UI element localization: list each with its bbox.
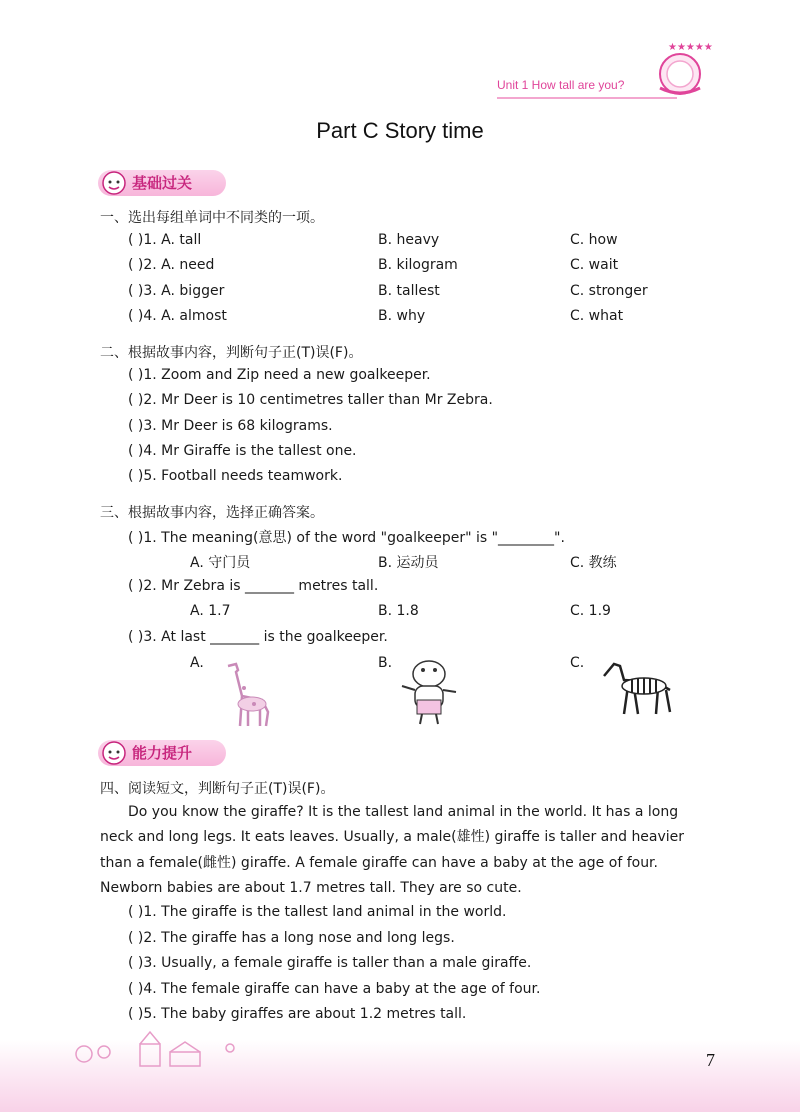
q3-item-2: ( )2. Mr Zebra is _______ metres tall.: [128, 578, 379, 594]
q1-row-2: ( )2. A. need: [128, 257, 215, 273]
q3-item-2-a: A. 1.7: [190, 603, 231, 619]
q3-item-1-c: C. 教练: [570, 555, 617, 571]
q1-row-4-c: C. what: [570, 308, 624, 324]
q2-item-4: ( )4. Mr Giraffe is the tallest one.: [128, 443, 357, 459]
q1-row-4: ( )4. A. almost: [128, 308, 227, 324]
q2-item-3: ( )3. Mr Deer is 68 kilograms.: [128, 418, 333, 434]
castle-decoration-icon: [70, 1026, 250, 1070]
q4-heading: 四、阅读短文，判断句子正(T)误(F)。: [100, 781, 335, 797]
student-icon: [100, 170, 128, 196]
q3-heading: 三、根据故事内容，选择正确答案。: [100, 505, 324, 521]
q1-heading: 一、选出每组单词中不同类的一项。: [100, 210, 324, 226]
q3-item-1-a: A. 守门员: [190, 555, 251, 571]
q4-passage-line-1: Do you know the giraffe? It is the tallest land animal in the world. It has a long: [128, 804, 679, 820]
q1-row-3: ( )3. A. bigger: [128, 283, 225, 299]
q4-passage-line-4: Newborn babies are about 1.7 metres tall. They are so cute.: [100, 880, 522, 897]
q3-item-3: ( )3. At last _______ is the goalkeeper.: [128, 629, 388, 645]
section-title-advanced: 能力提升: [132, 744, 193, 762]
q4-passage-line-3: than a female(雌性) giraffe. A female giraffe can have a baby at the age of four.: [100, 854, 658, 871]
page-title: Part C Story time: [316, 118, 484, 143]
q3-item-2-c: C. 1.9: [570, 603, 611, 619]
badge-logo: [640, 36, 720, 100]
svg-text:★★★★★: ★★★★★: [668, 42, 713, 53]
q1-row-2-b: B. kilogram: [378, 257, 458, 273]
giraffe-image: [214, 660, 274, 730]
q4-item-3: ( )3. Usually, a female giraffe is taller than a male giraffe.: [128, 955, 532, 971]
q1-row-2-c: C. wait: [570, 257, 619, 273]
q3-item-1-b: B. 运动员: [378, 555, 439, 571]
q2-heading: 二、根据故事内容，判断句子正(T)误(F)。: [100, 345, 363, 361]
q2-item-5: ( )5. Football needs teamwork.: [128, 468, 343, 484]
q2-item-1: ( )1. Zoom and Zip need a new goalkeeper.: [128, 367, 431, 383]
q4-item-5: ( )5. The baby giraffes are about 1.2 metres tall.: [128, 1006, 467, 1022]
section-title-basic: 基础过关: [132, 174, 193, 192]
q3-item-3-b: B.: [378, 655, 393, 671]
student-icon: [100, 740, 128, 766]
q3-item-3-a: A.: [190, 655, 204, 671]
hippo-image: [398, 656, 460, 728]
section-banner-basic: [98, 168, 233, 198]
header-unit: Unit 1 How tall are you?: [497, 78, 625, 92]
q1-row-4-b: B. why: [378, 308, 426, 324]
zebra-image: [598, 656, 680, 720]
q1-row-1-c: C. how: [570, 232, 618, 248]
header-divider: [497, 97, 677, 99]
q3-item-2-b: B. 1.8: [378, 603, 419, 619]
q3-item-3-c: C.: [570, 655, 585, 671]
q4-passage-line-2: neck and long legs. It eats leaves. Usually, a male(雄性) giraffe is taller and heavier: [100, 829, 685, 846]
q1-row-3-b: B. tallest: [378, 283, 440, 299]
q4-item-1: ( )1. The giraffe is the tallest land animal in the world.: [128, 904, 507, 920]
q2-item-2: ( )2. Mr Deer is 10 centimetres taller than Mr Zebra.: [128, 392, 493, 408]
q3-item-1: ( )1. The meaning(意思) of the word "goalkeeper" is "________".: [128, 530, 565, 546]
q4-item-2: ( )2. The giraffe has a long nose and long legs.: [128, 930, 455, 946]
q1-row-3-c: C. stronger: [570, 283, 648, 299]
page-number: 7: [706, 1050, 715, 1070]
q4-passage: [100, 800, 720, 902]
q1-row-1: ( )1. A. tall: [128, 232, 202, 248]
section-banner-advanced: [98, 738, 233, 768]
q1-row-1-b: B. heavy: [378, 232, 440, 248]
q4-item-4: ( )4. The female giraffe can have a baby at the age of four.: [128, 981, 541, 997]
